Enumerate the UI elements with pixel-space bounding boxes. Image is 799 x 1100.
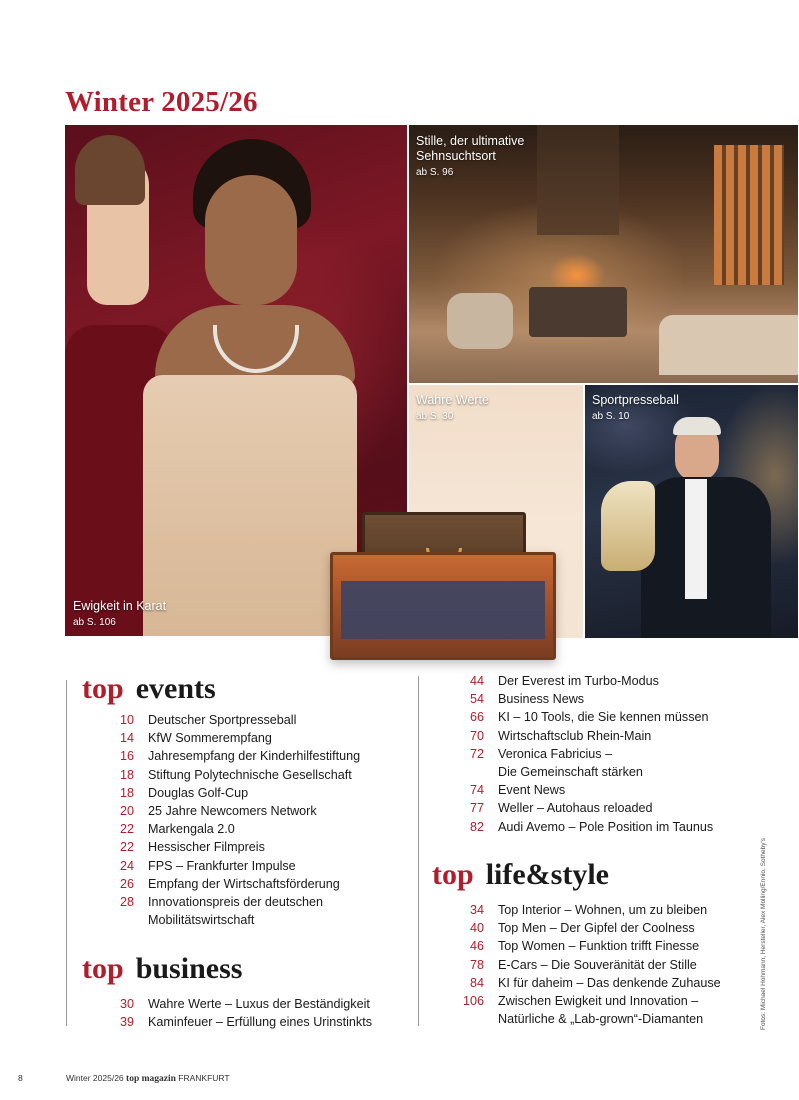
caption-ref: ab S. 30	[416, 411, 454, 422]
toc-title: FPS – Frankfurter Impulse	[148, 858, 296, 873]
toc-title: Hessischer Filmpreis	[148, 840, 265, 855]
vintage-trunk	[330, 552, 556, 660]
toc-title: Wahre Werte – Luxus der Beständigkeit	[148, 997, 370, 1011]
section-name: events	[135, 672, 216, 705]
toc-title: Veronica Fabricius –	[498, 746, 613, 761]
caption-ref: ab S. 106	[73, 617, 116, 628]
section-top-label: top	[82, 952, 124, 985]
caption-ref: ab S. 96	[416, 167, 454, 178]
man-shirt	[685, 479, 707, 599]
window-shelf	[714, 145, 784, 285]
section-name: life&style	[485, 858, 609, 891]
toc-entry[interactable]	[469, 974, 721, 992]
toc-title: Business News	[498, 692, 585, 707]
toc-entry[interactable]	[469, 672, 713, 690]
toc-page: 16	[119, 749, 134, 764]
toc-page: 18	[119, 767, 134, 782]
toc-business-list-b	[469, 672, 714, 836]
toc-title: Markengala 2.0	[148, 822, 235, 837]
toc-title: KI – 10 Tools, die Sie kennen müssen	[498, 710, 709, 725]
toc-entry[interactable]	[119, 857, 360, 875]
toc-page: 20	[119, 804, 134, 819]
toc-entry[interactable]	[469, 708, 713, 726]
toc-title: E-Cars – Die Souveränität der Stille	[498, 957, 697, 972]
footer-folio	[66, 1073, 230, 1084]
model-center-face	[205, 175, 297, 305]
toc-title: Kaminfeuer – Erfüllung eines Urinstinkts	[148, 1015, 372, 1030]
toc-title: Weller – Autohaus reloaded	[498, 801, 653, 816]
toc-title: Top Men – Der Gipfel der Coolness	[498, 921, 695, 936]
toc-entry[interactable]	[119, 747, 361, 765]
toc-title: Event News	[498, 783, 566, 798]
caption-title: Sportpresseball	[592, 393, 679, 407]
toc-title: KI für daheim – Das denkende Zuhause	[498, 975, 721, 990]
toc-page: 74	[469, 783, 484, 798]
toc-title: KfW Sommerempfang	[148, 731, 272, 746]
caption-werte	[416, 393, 489, 424]
toc-entry[interactable]	[119, 711, 360, 729]
toc-entry[interactable]	[119, 784, 360, 802]
toc-entry[interactable]	[469, 937, 721, 955]
toc-title: Jahresempfang der Kinderhilfestiftung	[148, 749, 361, 764]
toc-entry[interactable]	[469, 745, 713, 781]
toc-entry[interactable]	[119, 893, 360, 929]
toc-entry[interactable]	[119, 729, 360, 747]
column-divider-left	[66, 680, 67, 1026]
toc-title: Zwischen Ewigkeit und Innovation –	[498, 994, 699, 1009]
toc-entry[interactable]	[119, 766, 360, 784]
toc-entry[interactable]	[469, 799, 713, 817]
toc-page: 22	[119, 840, 134, 855]
toc-page: 22	[119, 822, 134, 837]
toc-page: 40	[469, 921, 484, 936]
column-divider-middle	[418, 676, 419, 1026]
footer-magazine: top magazin	[126, 1074, 176, 1084]
caption-title: Stille, der ultimative Sehnsuchtsort	[416, 134, 525, 163]
toc-page: 84	[469, 975, 484, 990]
toc-title: Top Interior – Wohnen, um zu bleiben	[498, 903, 708, 917]
toc-page: 46	[469, 939, 484, 954]
section-heading-events	[82, 672, 216, 706]
armchair	[447, 293, 513, 349]
footer-issue: Winter 2025/26	[66, 1073, 124, 1083]
toc-events-list	[119, 711, 361, 929]
toc-page: 14	[119, 731, 134, 746]
toc-entry[interactable]	[469, 901, 721, 919]
caption-stille	[416, 134, 576, 180]
toc-title: Stiftung Polytechnische Gesellschaft	[148, 767, 352, 782]
toc-title: Top Women – Funktion trifft Finesse	[498, 939, 700, 954]
toc-entry[interactable]	[119, 838, 360, 856]
toc-title: Wirtschaftsclub Rhein-Main	[498, 728, 652, 743]
section-top-label: top	[432, 858, 474, 891]
toc-page: 34	[469, 903, 484, 917]
caption-ref: ab S. 10	[592, 411, 630, 422]
toc-entry[interactable]	[119, 820, 360, 838]
toc-title: Innovationspreis der deutschen	[148, 895, 324, 910]
fireplace-base	[529, 287, 627, 337]
caption-sport	[592, 393, 679, 424]
man-hair	[673, 417, 721, 435]
toc-business-list-a	[119, 995, 372, 1031]
toc-entry[interactable]	[469, 818, 714, 836]
caption-title: Ewigkeit in Karat	[73, 599, 167, 613]
toc-page: 24	[119, 858, 134, 873]
toc-entry[interactable]	[119, 875, 360, 893]
toc-entry[interactable]	[462, 992, 721, 1028]
toc-title: Empfang der Wirtschaftsförderung	[148, 876, 340, 891]
toc-page: 78	[469, 957, 484, 972]
toc-lifestyle-list	[462, 901, 721, 1028]
sofa	[659, 315, 798, 375]
toc-title: Deutscher Sportpresseball	[148, 713, 297, 727]
toc-entry[interactable]	[469, 956, 721, 974]
toc-entry[interactable]	[469, 727, 713, 745]
toc-entry[interactable]	[469, 919, 721, 937]
photo-sportpresseball[interactable]	[585, 385, 798, 638]
toc-page: 106	[462, 994, 484, 1009]
toc-page: 28	[119, 895, 134, 910]
photo-credit: Fotos: Michael Hohmann, Hersteller, Alex Molling/Ennio, Sotheby's	[760, 837, 767, 1030]
toc-entry[interactable]	[119, 1013, 372, 1031]
model-left-hair	[75, 135, 145, 205]
toc-title: 25 Jahre Newcomers Network	[148, 804, 317, 819]
toc-title: Audi Avemo – Pole Position im Taunus	[498, 819, 714, 834]
trophy	[601, 481, 655, 571]
section-heading-business	[82, 952, 242, 986]
toc-page: 39	[119, 1015, 134, 1030]
toc-page: 26	[119, 876, 134, 891]
toc-page: 10	[119, 713, 134, 727]
toc-title-line2: Mobilitätswirtschaft	[148, 913, 255, 928]
toc-title: Douglas Golf-Cup	[148, 785, 249, 800]
toc-page: 66	[469, 710, 484, 725]
toc-page: 18	[119, 785, 134, 800]
photo-stille[interactable]	[409, 125, 798, 383]
toc-entry[interactable]	[119, 995, 372, 1013]
toc-entry[interactable]	[469, 781, 713, 799]
toc-page: 30	[119, 997, 134, 1011]
toc-entry[interactable]	[119, 802, 360, 820]
toc-page: 44	[469, 674, 484, 688]
toc-title-line2: Die Gemeinschaft stärken	[498, 765, 643, 780]
toc-page: 82	[469, 819, 484, 834]
page-number: 8	[18, 1073, 23, 1083]
caption-title: Wahre Werte	[416, 393, 489, 407]
section-top-label: top	[82, 672, 124, 705]
section-name: business	[135, 952, 243, 985]
toc-title-line2: Natürliche & „Lab-grown“-Diamanten	[498, 1012, 704, 1027]
toc-page: 70	[469, 728, 484, 743]
toc-page: 54	[469, 692, 484, 707]
section-heading-lifestyle	[432, 858, 609, 892]
caption-ewigkeit	[73, 599, 166, 630]
toc-entry[interactable]	[469, 690, 713, 708]
toc-page: 77	[469, 801, 484, 816]
issue-title: Winter 2025/26	[65, 86, 258, 118]
toc-title: Der Everest im Turbo-Modus	[498, 674, 659, 688]
model-center-dress	[143, 375, 357, 636]
footer-city: FRANKFURT	[178, 1073, 230, 1083]
toc-page: 72	[469, 746, 484, 761]
